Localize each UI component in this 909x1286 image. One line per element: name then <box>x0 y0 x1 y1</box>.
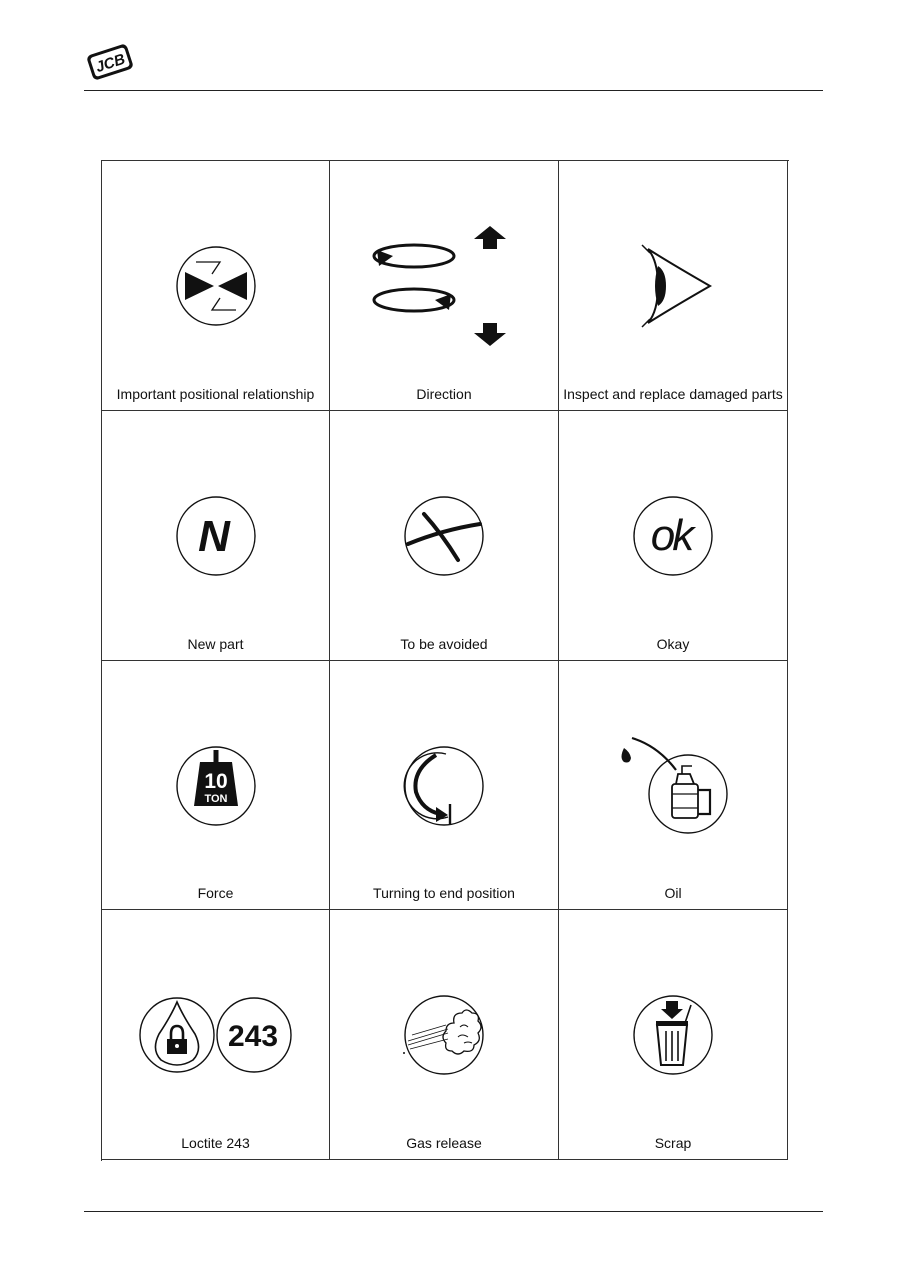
symbol-label: Scrap <box>654 1135 692 1151</box>
weight-icon <box>174 744 258 828</box>
header-rule <box>84 90 823 91</box>
jcb-logo <box>84 40 136 84</box>
symbol-cell <box>559 910 788 1160</box>
symbol-cell <box>330 661 559 910</box>
gas-release-icon <box>402 993 486 1077</box>
oil-can-icon <box>618 736 728 836</box>
symbol-cell <box>102 411 330 661</box>
loctite-icon <box>139 996 293 1074</box>
svg-text:TON: TON <box>203 793 228 805</box>
symbol-label: Gas release <box>406 1135 482 1151</box>
scrap-bin-icon <box>631 993 715 1077</box>
symbol-label: Loctite 243 <box>181 1135 250 1151</box>
symbol-grid <box>101 160 789 1161</box>
symbol-label: Direction <box>416 386 472 402</box>
direction-arrows-icon <box>369 226 519 346</box>
svg-text:JCB: JCB <box>93 50 128 77</box>
symbol-label: Inspect and replace damaged parts <box>563 386 783 402</box>
symbol-cell <box>330 411 559 661</box>
symbol-label: Turning to end position <box>373 885 515 901</box>
turn-end-icon <box>402 744 486 828</box>
symbol-cell <box>559 661 788 910</box>
symbol-cell <box>559 161 788 411</box>
svg-text:ok: ok <box>650 511 692 560</box>
symbol-cell <box>330 910 559 1160</box>
symbol-label: Okay <box>656 636 690 652</box>
footer-rule <box>84 1211 823 1212</box>
symbol-cell <box>559 411 788 661</box>
symbol-label: Important positional relationship <box>116 386 315 402</box>
svg-text:10: 10 <box>203 770 228 793</box>
symbol-cell <box>102 161 330 411</box>
new-part-icon <box>174 494 258 578</box>
positional-relationship-icon <box>174 244 258 328</box>
symbol-label: Force <box>197 885 234 901</box>
symbol-cell <box>102 910 330 1160</box>
symbol-label: To be avoided <box>400 636 488 652</box>
svg-text:243: 243 <box>227 1020 278 1053</box>
eye-icon <box>628 241 718 331</box>
symbol-cell <box>330 161 559 411</box>
symbol-label: New part <box>187 636 244 652</box>
symbol-label: Oil <box>664 885 682 901</box>
symbol-cell <box>102 661 330 910</box>
svg-text:N: N <box>197 512 230 561</box>
okay-icon <box>631 494 715 578</box>
avoid-cross-icon <box>402 494 486 578</box>
